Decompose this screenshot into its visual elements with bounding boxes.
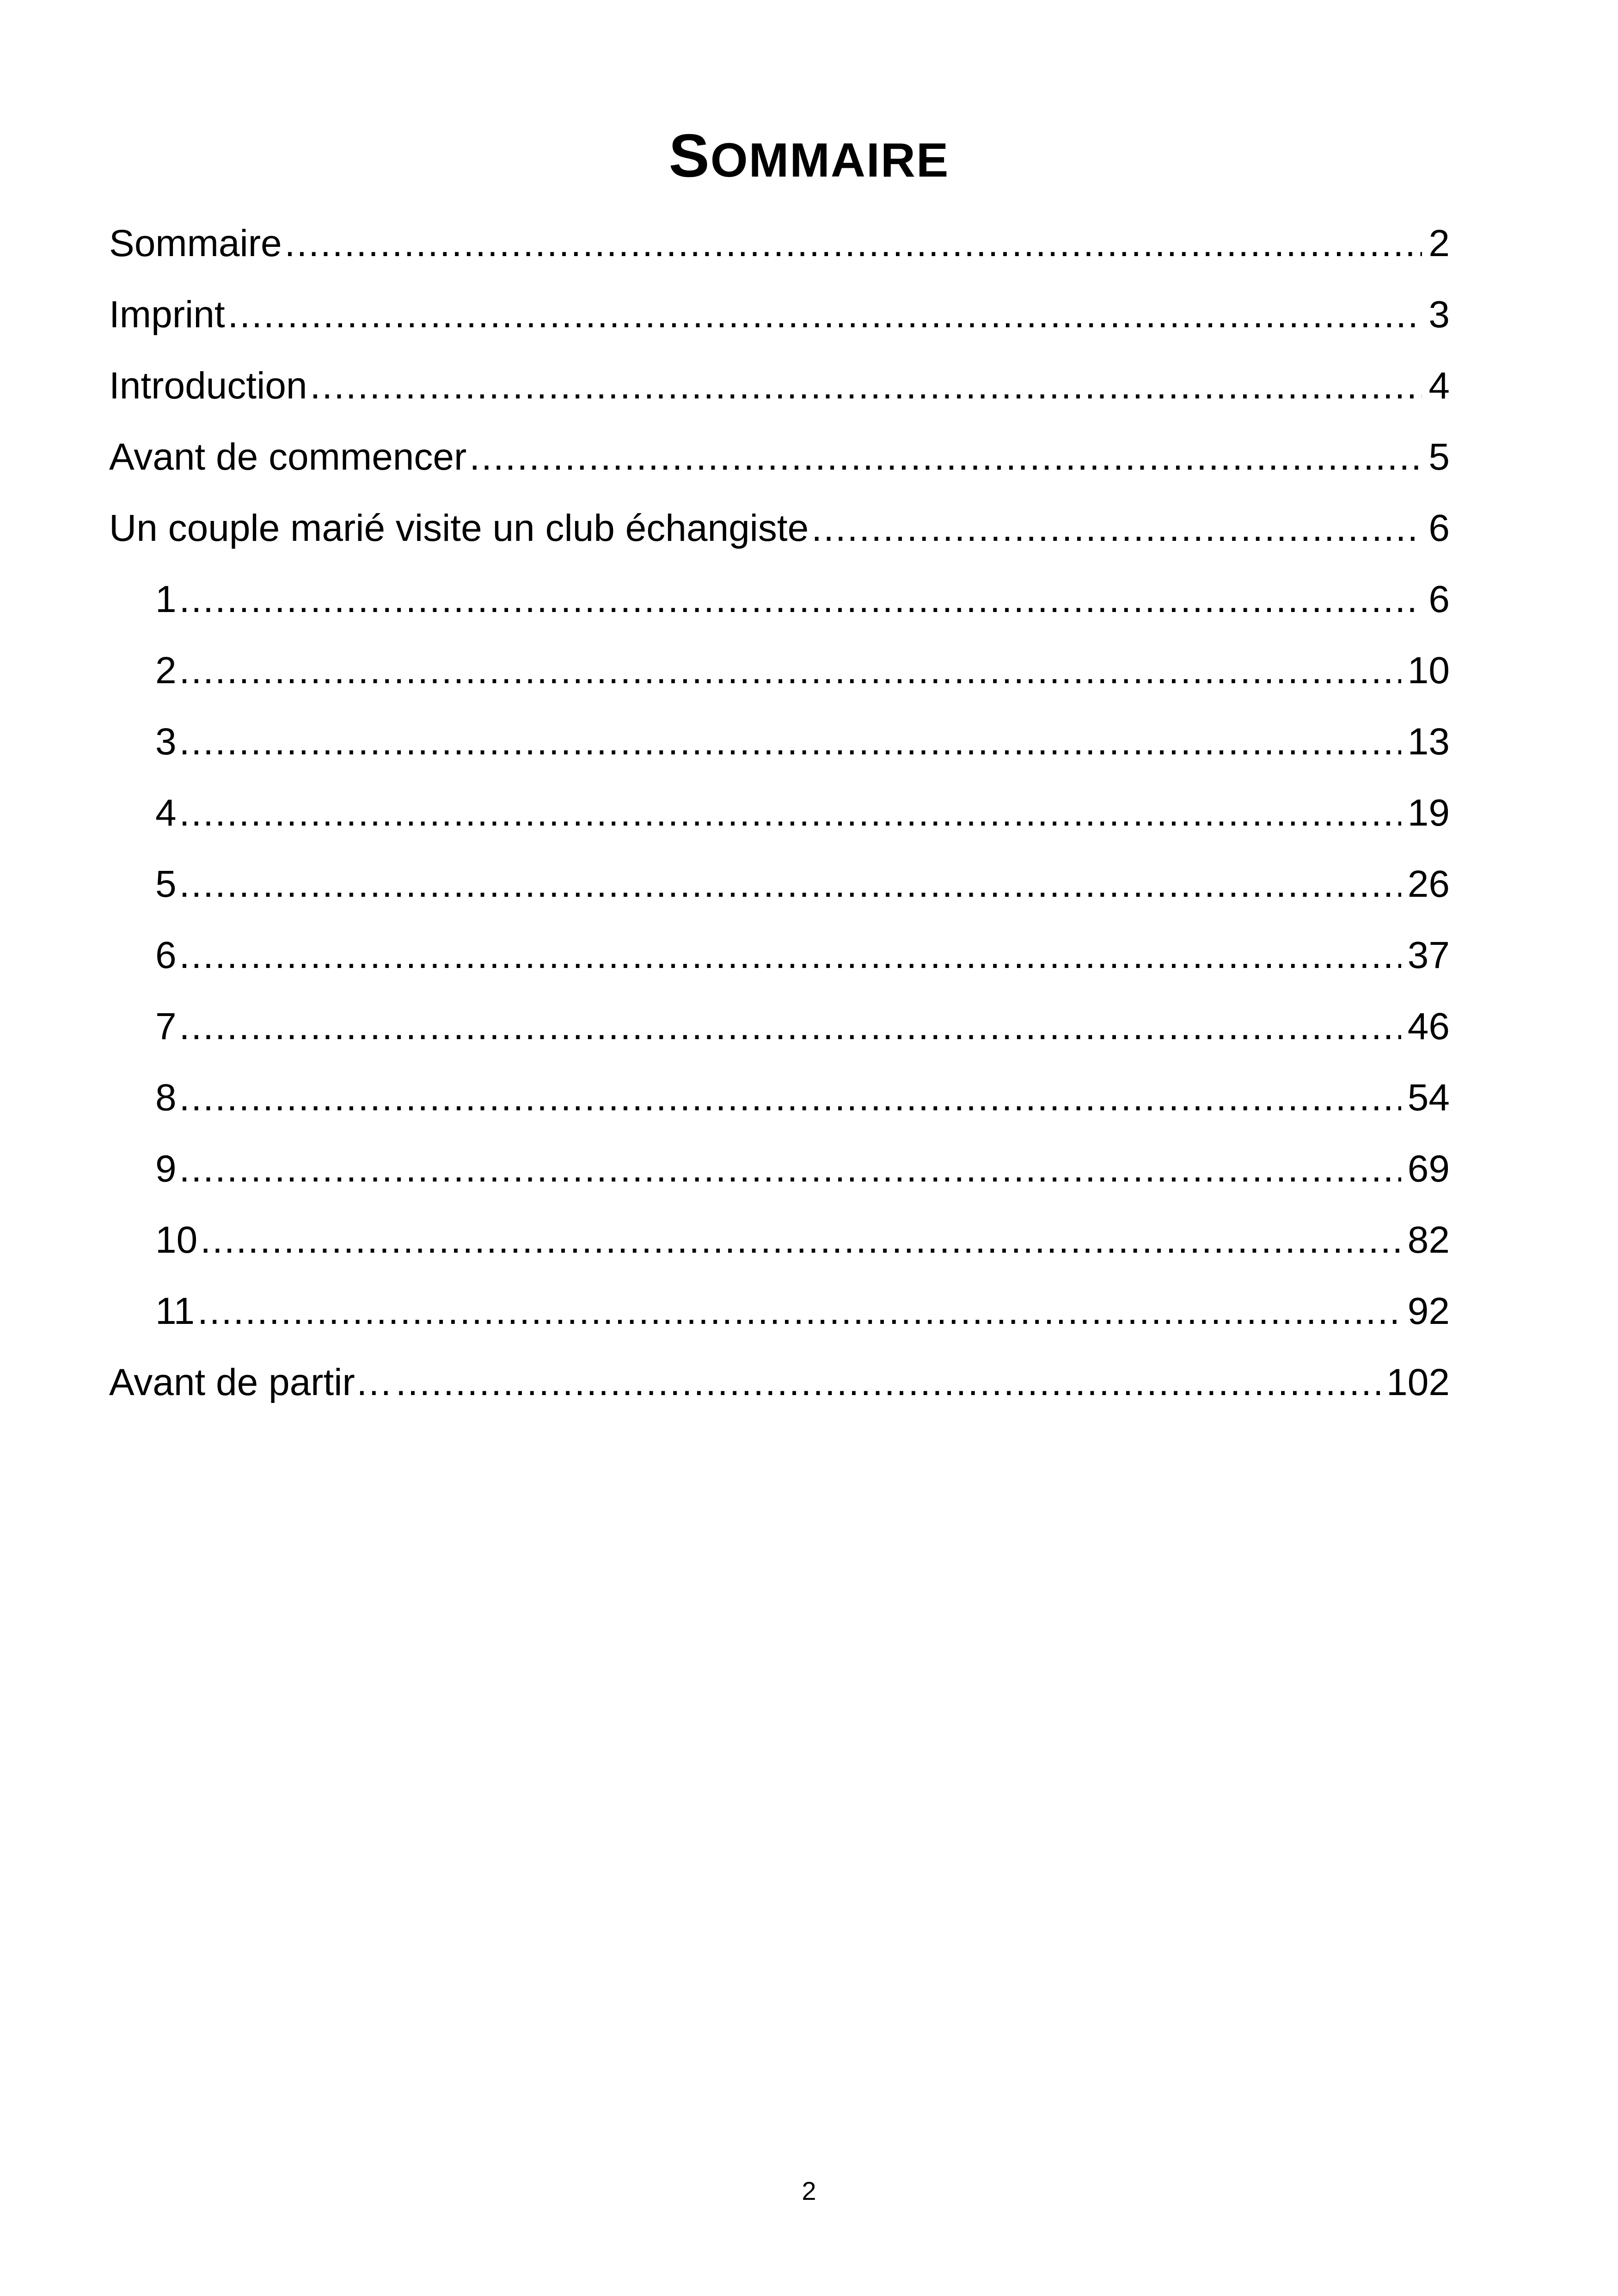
toc-entry-label: 8 <box>155 1077 177 1119</box>
toc-entry-label: Un couple marié visite un club échangiste <box>109 507 809 549</box>
toc-entry-page: 82 <box>1407 1219 1450 1261</box>
toc-entry-label: 3 <box>155 721 177 763</box>
toc-entry-chapter-6[interactable] <box>109 920 1450 991</box>
toc-entry-page: 5 <box>1428 436 1450 478</box>
toc-dot-leader <box>228 279 1422 350</box>
toc-entry-sommaire[interactable] <box>109 208 1450 279</box>
toc-dot-leader <box>179 991 1401 1062</box>
toc-entry-page: 3 <box>1428 294 1450 336</box>
toc-entry-page: 54 <box>1407 1077 1450 1119</box>
toc-entry-page: 19 <box>1407 792 1450 834</box>
toc-entry-page: 6 <box>1428 578 1450 620</box>
toc-dot-leader <box>285 208 1422 279</box>
toc-entry-avant-de-commencer[interactable] <box>109 422 1450 493</box>
toc-dot-leader <box>310 350 1422 422</box>
title-rest: OMMAIRE <box>710 134 950 187</box>
toc-entry-label: 4 <box>155 792 177 834</box>
toc-entry-label: 2 <box>155 649 177 692</box>
toc-dot-leader <box>179 1133 1401 1205</box>
toc-entry-chapter-7[interactable] <box>109 991 1450 1062</box>
toc-dot-leader <box>469 422 1422 493</box>
toc-entry-page: 10 <box>1407 649 1450 692</box>
toc-entry-page: 4 <box>1428 365 1450 407</box>
toc-entry-chapter-10[interactable] <box>109 1205 1450 1276</box>
page-number: 2 <box>802 2176 816 2205</box>
page-title <box>0 121 1618 195</box>
toc-dot-leader <box>179 1062 1401 1133</box>
toc-entry-label: 7 <box>155 1005 177 1047</box>
toc-entry-chapter-9[interactable] <box>109 1133 1450 1205</box>
toc-dot-leader <box>179 564 1422 635</box>
toc-entry-chapter-1[interactable] <box>109 564 1450 635</box>
toc-entry-label: 6 <box>155 934 177 976</box>
toc-entry-page: 26 <box>1407 863 1450 905</box>
toc-entry-chapter-5[interactable] <box>109 849 1450 920</box>
toc-entry-page: 2 <box>1428 222 1450 264</box>
title-first-letter: S <box>668 122 711 190</box>
toc-dot-leader <box>179 706 1401 778</box>
toc-dot-leader <box>179 635 1401 706</box>
toc-entry-page: 37 <box>1407 934 1450 976</box>
toc-entry-page: 46 <box>1407 1005 1450 1047</box>
toc-entry-chapter-11[interactable] <box>109 1276 1450 1347</box>
toc-entry-chapter-8[interactable] <box>109 1062 1450 1133</box>
toc-dot-leader <box>396 1347 1380 1418</box>
table-of-contents <box>109 208 1450 1418</box>
toc-entry-chapter-2[interactable] <box>109 635 1450 706</box>
toc-entry-label: 9 <box>155 1148 177 1190</box>
toc-entry-page: 13 <box>1407 721 1450 763</box>
toc-dot-leader <box>179 849 1401 920</box>
toc-entry-label: 11 <box>155 1290 195 1332</box>
toc-entry-label: Sommaire <box>109 222 282 264</box>
toc-entry-page: 92 <box>1407 1290 1450 1332</box>
toc-entry-label: Introduction <box>109 365 307 407</box>
toc-entry-label: Avant de partir… <box>109 1361 393 1403</box>
toc-entry-page: 6 <box>1428 507 1450 549</box>
toc-dot-leader <box>197 1276 1401 1347</box>
toc-entry-introduction[interactable] <box>109 350 1450 422</box>
toc-entry-chapter-4[interactable] <box>109 778 1450 849</box>
toc-entry-page: 69 <box>1407 1148 1450 1190</box>
toc-entry-label: 5 <box>155 863 177 905</box>
toc-entry-label: 1 <box>155 578 177 620</box>
toc-entry-chapter-3[interactable] <box>109 706 1450 778</box>
toc-dot-leader <box>179 778 1401 849</box>
toc-dot-leader <box>811 493 1422 564</box>
toc-dot-leader <box>179 920 1401 991</box>
toc-entry-avant-de-partir[interactable] <box>109 1347 1450 1418</box>
toc-entry-label: 10 <box>155 1219 198 1261</box>
toc-entry-imprint[interactable] <box>109 279 1450 350</box>
toc-entry-label: Imprint <box>109 294 225 336</box>
toc-entry-un-couple-marie[interactable] <box>109 493 1450 564</box>
toc-dot-leader <box>200 1205 1401 1276</box>
toc-entry-label: Avant de commencer <box>109 436 467 478</box>
toc-entry-page: 102 <box>1386 1361 1450 1403</box>
